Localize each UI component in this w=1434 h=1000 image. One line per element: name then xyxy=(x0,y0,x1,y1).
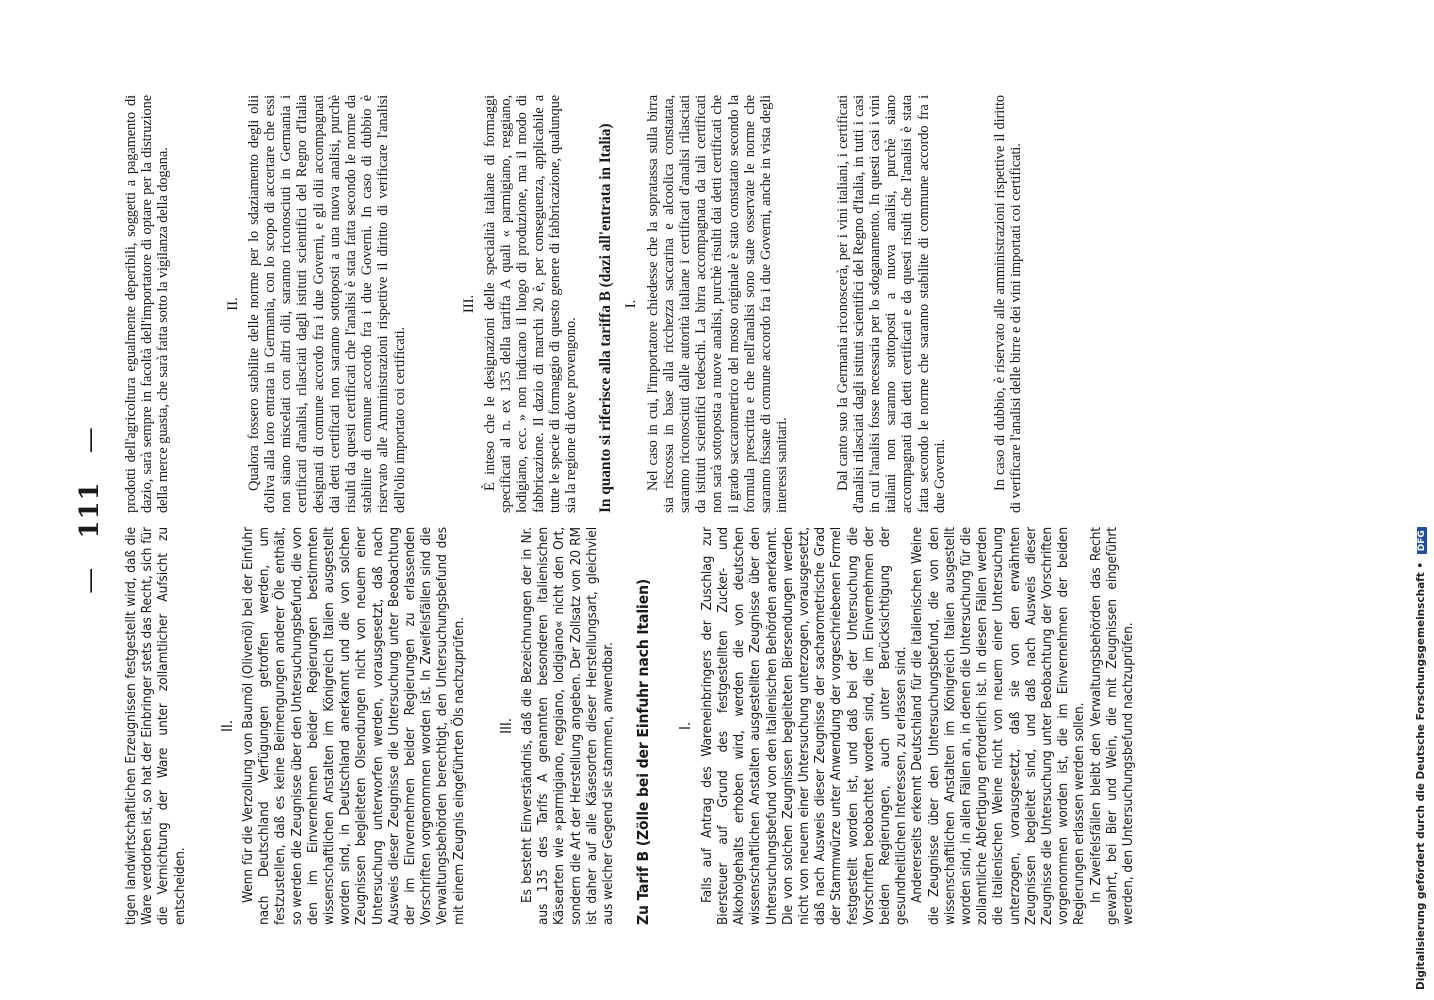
italian-section-iii-numeral: III. xyxy=(460,294,477,314)
italian-cheese-paragraph: È inteso che le designazioni delle specialità italiane di formaggi specificati al n. ex 135 della tariffa A quali « parmigiano, reggiano, lodigiano, ecc. » non indicano il luogo di produzione, ma il modo di fabbricazione. Il dazio di marchi 20 è, per conseguenza, applicabile a tutte le specie di formaggio di questo genere di fabbricazione, qualunque sia la regione di dove provengono. xyxy=(482,95,580,513)
german-column xyxy=(123,527,1136,925)
german-tariff-b-section-i-numeral: I. xyxy=(676,721,695,731)
german-beer-paragraph: Falls auf Antrag des Wareneinbringers der Zuschlag zur Biersteuer auf Grund des festgestellten Zucker- und Alkoholgehalts erhoben wird, werden die von deutschen wissenschaftlichen Anstalten ausgestellten Zeugnisse über den Untersuchungsbefund von den italienischen Behörden anerkannt. Die von solchen Zeugnissen begleiteten Biersendungen werden nicht von neuem einer Untersuchung unterzogen, vorausgesetzt, daß nach Ausweis dieser Zeugnisse der sacharometrische Grad der Stammwürze unter Anwendung der vorgeschriebenen Formel festgestellt worden ist, und daß bei der Untersuchung die Vorschriften beobachtet worden sind, die im Einvernehmen der beiden Regierungen, auch unter Berücksichtigung der gesundheitlichen Interessen, zu erlassen sind. xyxy=(698,527,910,925)
german-section-ii-numeral: II. xyxy=(217,720,236,732)
digitization-credit xyxy=(1415,10,1431,990)
header-dash-right: — xyxy=(75,426,105,454)
italian-doubt-paragraph: In caso di dubbio, è riservato alle amministrazioni rispettive il diritto di verificare l'analisi delle birre e dei vini importati coi certificati. xyxy=(991,95,1025,513)
dfg-logo: DFG xyxy=(1417,527,1427,554)
italian-beer-paragraph: Nel caso in cui, l'importatore chiedesse che la sopratassa sulla birra sia riscossa in base alla ricchezza saccarina e alcoolica constatata, saranno riconosciuti dalle autorità italiane i certificati d'analisi rilasciati da istituti scientifici tedeschi. La birra accompagnata da tali certificati non sarà sottoposta a nuove analisi, purchè risulti dai detti certificati che il grado saccarometrico del mosto originale è stato constatato secondo la formula prescritta e che nell'analisi sono state osservate le norme che saranno fissate di comune accordo fra i due Governi, anche in vista degli interessi sanitari. xyxy=(644,95,791,513)
credit-separator: • xyxy=(1415,561,1427,569)
page-number: 111 xyxy=(75,481,105,539)
german-section-iii-numeral: III. xyxy=(496,718,515,734)
page-header xyxy=(75,95,119,925)
german-cheese-paragraph: Es besteht Einverständnis, daß die Bezeichnungen der in Nr. aus 135 des Tarifs A genannten besonderen italienischen Käsearten wie »parmigiano, reggiano, lodigiano« nicht den Ort, sondern die Art der Herstellung angeben. Der Zollsatz von 20 RM ist daher auf alle Käsesorten dieser Herstellungsart, gleichviel aus welcher Gegend sie stammen, anwendbar. xyxy=(519,527,617,925)
italian-tariff-b-section-i-numeral: I. xyxy=(623,299,640,309)
italian-intro-paragraph: prodotti dell'agricoltura egualmente deperibili, soggetti a pagamento di dazio, sarà sempre in facoltà dell'importatore di optare per la distruzione della merce guasta, che sarà fatta sotto la vigilanza della dogana. xyxy=(123,95,172,513)
german-olive-oil-paragraph: Wenn für die Verzollung von Baumöl (Olivenöl) bei der Einfuhr nach Deutschland Verfügungen getroffen werden, um festzustellen, daß es keine Beimengungen anderer Öle enthält, so werden die Zeugnisse über den Untersuchungsbefund, die von den im Einvernehmen beider Regierungen bestimmten wissenschaftlichen Anstalten im Königreich Italien ausgestellt worden sind, in Deutschland anerkannt und die von solchen Zeugnissen begleiteten Olsendungen nicht von neuem einer Untersuchung unterworfen werden, vorausgesetzt, daß nach Ausweis dieser Zeugnisse die Untersuchung unter Beobachtung der im Einvernehmen beider Regierungen zu erlassenden Vorschriften vorgenommen worden ist. In Zweifelsfällen sind die Verwaltungsbehörden berechtigt, den Untersuchungsbefund des mit einem Zeugnis eingeführten Öls nachzuprüfen. xyxy=(240,527,467,925)
german-doubt-paragraph: In Zweifelsfällen bleibt den Verwaltungsbehörden das Recht gewahrt, bei Bier und Wein, die mit Zeugnissen eingeführt werden, den Untersuchungsbefund nachzuprüfen. xyxy=(1087,527,1136,925)
german-wine-paragraph: Andererseits erkennt Deutschland für die italienischen Weine die Zeugnisse über den Untersuchungsbefund, die von den wissenschaftlichen Anstalten im Königreich Italien ausgestellt worden sind, in allen Fällen an, in denen die Untersuchung für die zollamtliche Abfertigung erforderlich ist. In diesen Fällen werden die italienischen Weine nicht von neuem einer Untersuchung unterzogen, vorausgesetzt, daß sie von den erwähnten Zeugnissen begleitet sind, und daß nach Ausweis dieser Zeugnisse die Untersuchung unter Beobachtung der Vorschriften vorgenommen worden ist, die im Einvernehmen der beiden Regierungen erlassen werden sollen. xyxy=(909,527,1088,925)
credit-text: Digitalisierung gefördert durch die Deutsche Forschungsgemeinschaft xyxy=(1415,572,1427,990)
rotated-book-page xyxy=(75,95,1355,925)
italian-wine-paragraph: Dal canto suo la Germania riconoscerà, per i vini italiani, i certificati d'analisi rilasciati dagli istituti scientifici del Regno d'Italia, in tutti i casi in cui l'analisi fosse necessaria per lo sdoganamento. In questi casi i vini italiani non saranno sottoposti a nuova analisi, purchè siano accompagnati dai detti certificati e da questi risulti che l'analisi è stata fatta secondo le norme che saranno stabilite di commune accordo fra i due Governi. xyxy=(834,95,948,513)
italian-olive-oil-paragraph: Qualora fossero stabilite delle norme per lo sdaziamento degli olii d'oliva alla loro entrata in Germania, con lo scopo di accertare che essi non siano miscelati con altri olii, saranno riconosciuti in Germania i certificati d'analisi, rilasciati dagli istituti scientifici del Regno d'Italia designati di comune accordo fra i due Governi, e gli olii accompagnati dai detti certificati non saranno sottoposti a una nuova analisi, purchè risulti da questi certificati che l'analisi è stata fatta secondo le norme da stabilire di comune accordo fra i due Governi. In caso di dubbio è riservato alle Amministrazioni rispettive il diritto di verificare l'analisi dell'olio importato coi certificati. xyxy=(245,95,408,513)
italian-column xyxy=(123,95,1024,513)
german-tariff-b-heading: Zu Tarif B (Zölle bei der Einfuhr nach Italien) xyxy=(634,578,653,925)
german-intro-paragraph: tigen landwirtschaftlichen Erzeugnissen festgestellt wird, daß die Ware verdorben ist, so hat der Einbringer stets das Recht, sich für die Vernichtung der Ware unter zollamtlicher Aufsicht zu entscheiden. xyxy=(123,527,188,925)
italian-section-ii-numeral: II. xyxy=(224,297,241,311)
italian-tariff-b-heading: In quanto si riferisce alla tariffa B (dazi all'entrata in Italia) xyxy=(597,123,615,513)
header-dash-left: — xyxy=(75,566,105,594)
